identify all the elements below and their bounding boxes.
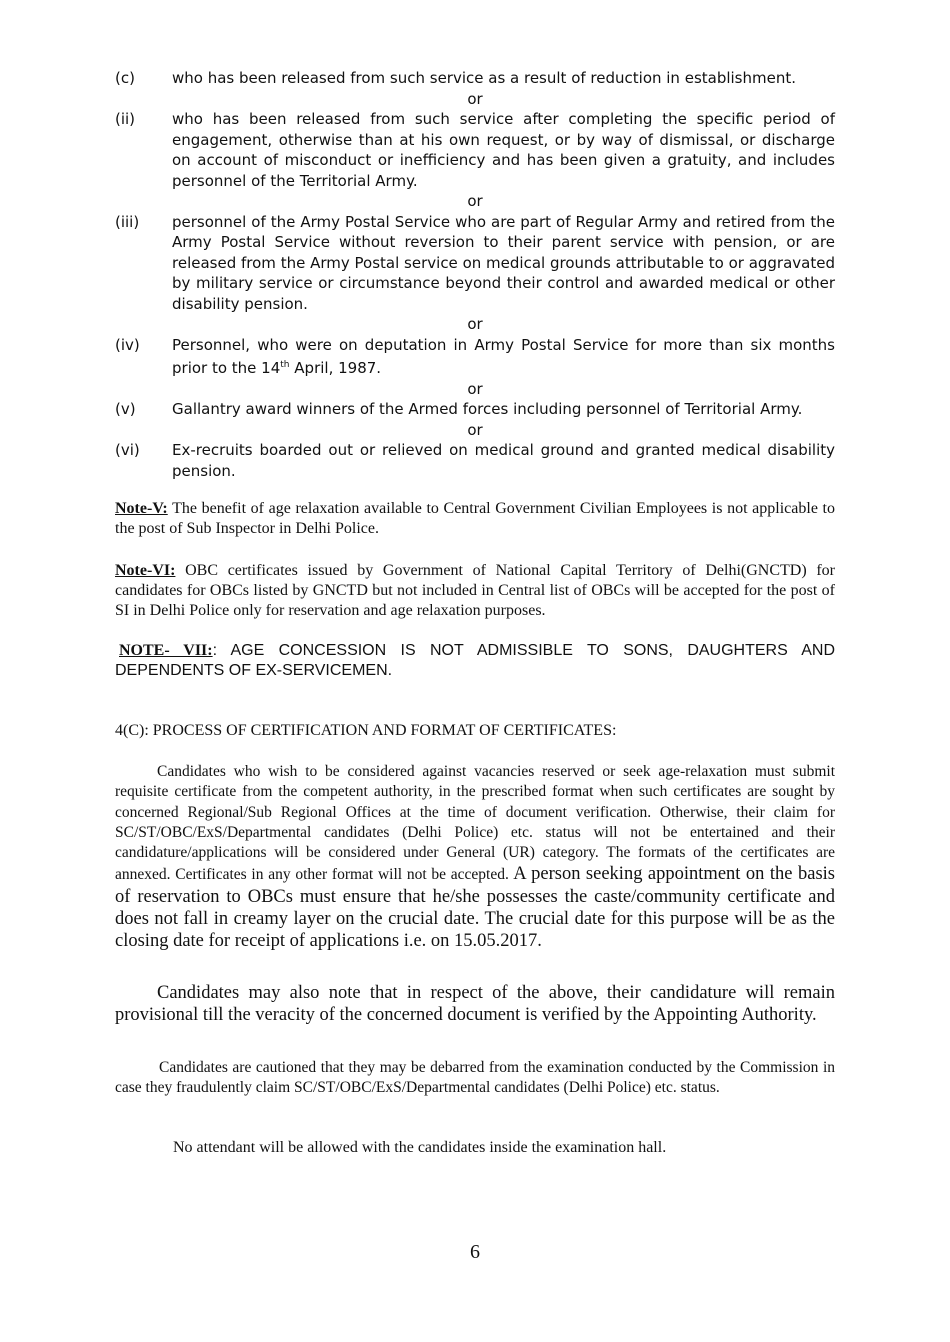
or-separator: or — [467, 315, 483, 333]
list-item — [115, 212, 835, 315]
eligibility-list — [115, 68, 835, 481]
list-item-text-before: Personnel, who were on deputation in Army Postal Service for more than six months prior to the 14 — [172, 335, 835, 377]
note-v-label: Note-V: — [115, 500, 168, 517]
list-item-text: personnel of the Army Postal Service who are part of Regular Army and retired from the Army Postal Service without reversion to their parent service with pension, or are released from the Army Postal service on medical grounds attributable to or aggravated by military service or circumstance beyond their control and awarded medical or other disability pension. — [172, 212, 835, 313]
list-item — [115, 109, 835, 191]
attendant-notice: No attendant will be allowed with the candidates inside the examination hall. — [173, 1139, 667, 1156]
list-item-text: who has been released from such service after completing the specific period of engagement, otherwise than at his own request, or by way of dismissal, or discharge on account of misconduct or inefficiency and has been given a gratuity, and includes personnel of the Territorial Army. — [172, 110, 835, 190]
list-item-number: (v) — [115, 400, 136, 418]
note-vi-text: OBC certificates issued by Government of National Capital Territory of Delhi(GNCTD) for candidates for OBCs listed by GNCTD but not included in Central list of OBCs will be accepted for the post of SI in Delhi Police only for reservation and age relaxation purposes. — [115, 562, 835, 619]
note-vi-label: Note-VI: — [115, 562, 176, 579]
or-separator: or — [467, 192, 483, 210]
list-item-number: (c) — [115, 69, 135, 87]
provisional-candidature-text: Candidates may also note that in respect of the above, their candidature will remain provisional till the veracity of the concerned document is verified by the Appointing Authority. — [115, 983, 835, 1025]
list-item-text-after: April, 1987. — [289, 359, 382, 377]
list-item-number: (ii) — [115, 110, 136, 128]
ordinal-suffix: th — [280, 360, 290, 370]
certification-text: Candidates who wish to be considered against vacancies reserved or seek age-relaxation must submit requisite certificate from the competent authority, in the prescribed format when such certificates are sought by concerned Regional/Sub Regional Offices at the time of document verification. Otherwise, their claim for SC/ST/OBC/ExS/Departmental candidates (Delhi Police) etc. status will not be entertained and their candidature/applications will be considered under General (UR) category. The formats of the certificates are annexed. Certificates in any other format will not be accepted. — [115, 763, 835, 884]
page-number: 6 — [470, 1241, 480, 1263]
list-item — [115, 399, 835, 420]
note-v-text: The benefit of age relaxation available to Central Government Civilian Employees is not applicable to the post of Sub Inspector in Delhi Police. — [115, 500, 835, 537]
caution-text: Candidates are cautioned that they may be debarred from the examination conducted by the Commission in case they fraudulently claim SC/ST/OBC/ExS/Departmental candidates (Delhi Police) etc. status. — [115, 1059, 835, 1096]
provisional-candidature-paragraph — [115, 982, 835, 1026]
list-item-number: (iii) — [115, 212, 140, 231]
or-separator: or — [467, 379, 483, 398]
list-item-text — [172, 335, 835, 379]
note-vi — [115, 561, 835, 621]
obc-certificate-text: A person seeking appointment on the basis of reservation to OBCs must ensure that he/she possesses the caste/community certificate and does not fall in creamy layer on the crucial date. The crucial date for this purpose will be as the closing date for receipt of applications i.e. on 15.05.2017. — [115, 864, 835, 952]
list-item-number: (vi) — [115, 441, 140, 459]
note-vii — [115, 641, 835, 681]
note-vii-label: NOTE- VII: — [119, 642, 213, 659]
or-separator: or — [467, 420, 483, 439]
note-v — [115, 499, 835, 539]
list-item — [115, 440, 835, 481]
certification-paragraph — [115, 762, 835, 953]
list-item — [115, 68, 835, 89]
note-vii-text: : AGE CONCESSION IS NOT ADMISSIBLE TO SONS, DAUGHTERS AND DEPENDENTS OF EX-SERVICEMEN. — [115, 642, 836, 679]
list-item-text: Gallantry award winners of the Armed forces including personnel of Territorial Army. — [172, 400, 803, 418]
list-item — [115, 335, 835, 379]
or-separator: or — [467, 89, 483, 108]
list-item-text: Ex-recruits boarded out or relieved on medical ground and granted medical disability pension. — [172, 441, 835, 480]
list-item-number: (iv) — [115, 335, 140, 354]
caution-paragraph — [115, 1058, 835, 1098]
list-item-text: who has been released from such service as a result of reduction in establishment. — [172, 69, 797, 87]
section-heading: 4(C): PROCESS OF CERTIFICATION AND FORMAT OF CERTIFICATES: — [115, 722, 617, 739]
